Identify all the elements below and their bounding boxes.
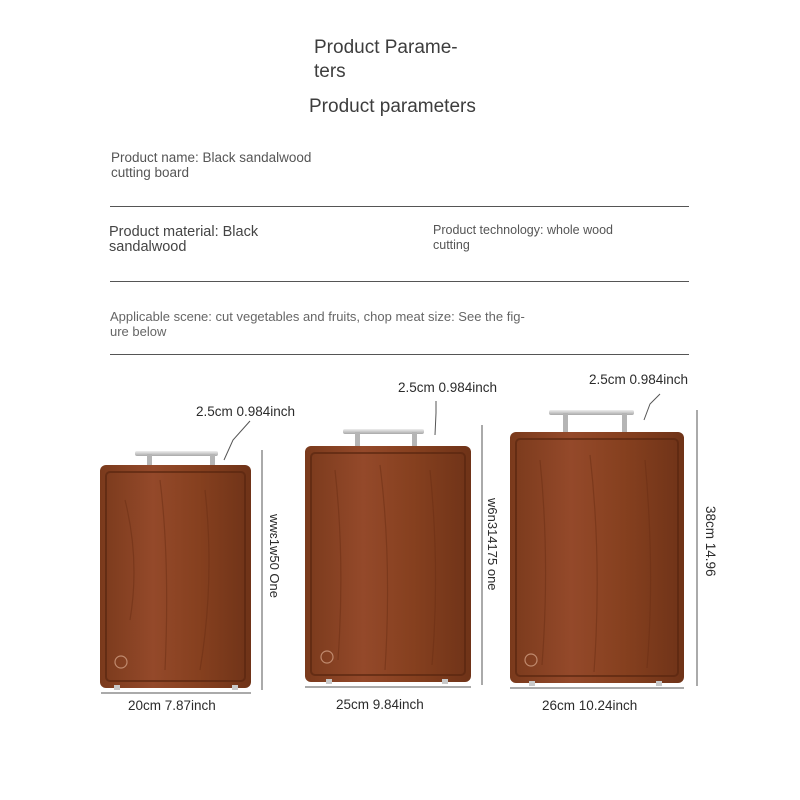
- page-title-line2: ters: [314, 61, 346, 82]
- board-large-handle: [549, 410, 634, 433]
- product-technology-line2: cutting: [433, 238, 470, 252]
- board-medium-width: 25cm 9.84inch: [336, 697, 424, 712]
- page-subtitle: Product parameters: [309, 96, 476, 117]
- product-material-line1: Product material: Black: [109, 224, 259, 240]
- product-material-line2: sandalwood: [109, 239, 187, 255]
- board-medium: [305, 429, 471, 684]
- applicable-scene-line2: ure below: [110, 324, 167, 339]
- board-large-height: 38cm 14.96: [703, 506, 718, 577]
- board-small-height: wwɛ1w50 One: [267, 514, 282, 598]
- product-name-line1: Product name: Black sandalwood: [111, 150, 312, 165]
- board-medium-thickness: 2.5cm 0.984inch: [398, 380, 498, 395]
- board-large: [510, 410, 684, 686]
- board-small-body: [100, 465, 251, 688]
- board-medium-body: [305, 446, 471, 682]
- board-small-thickness: 2.5cm 0.984inch: [196, 404, 296, 419]
- page-title-line1: Product Parame-: [314, 37, 458, 58]
- board-small: [100, 451, 251, 690]
- product-technology-line1: Product technology: whole wood: [433, 223, 613, 237]
- board-small-width: 20cm 7.87inch: [128, 698, 216, 713]
- board-large-thickness: 2.5cm 0.984inch: [589, 372, 689, 387]
- applicable-scene-line1: Applicable scene: cut vegetables and fruits, chop meat size: See the fig-: [110, 309, 525, 324]
- board-medium-height: w6n314175 one: [485, 498, 500, 591]
- board-large-width: 26cm 10.24inch: [542, 698, 638, 713]
- board-medium-handle: [343, 429, 424, 447]
- product-name-line2: cutting board: [111, 165, 190, 180]
